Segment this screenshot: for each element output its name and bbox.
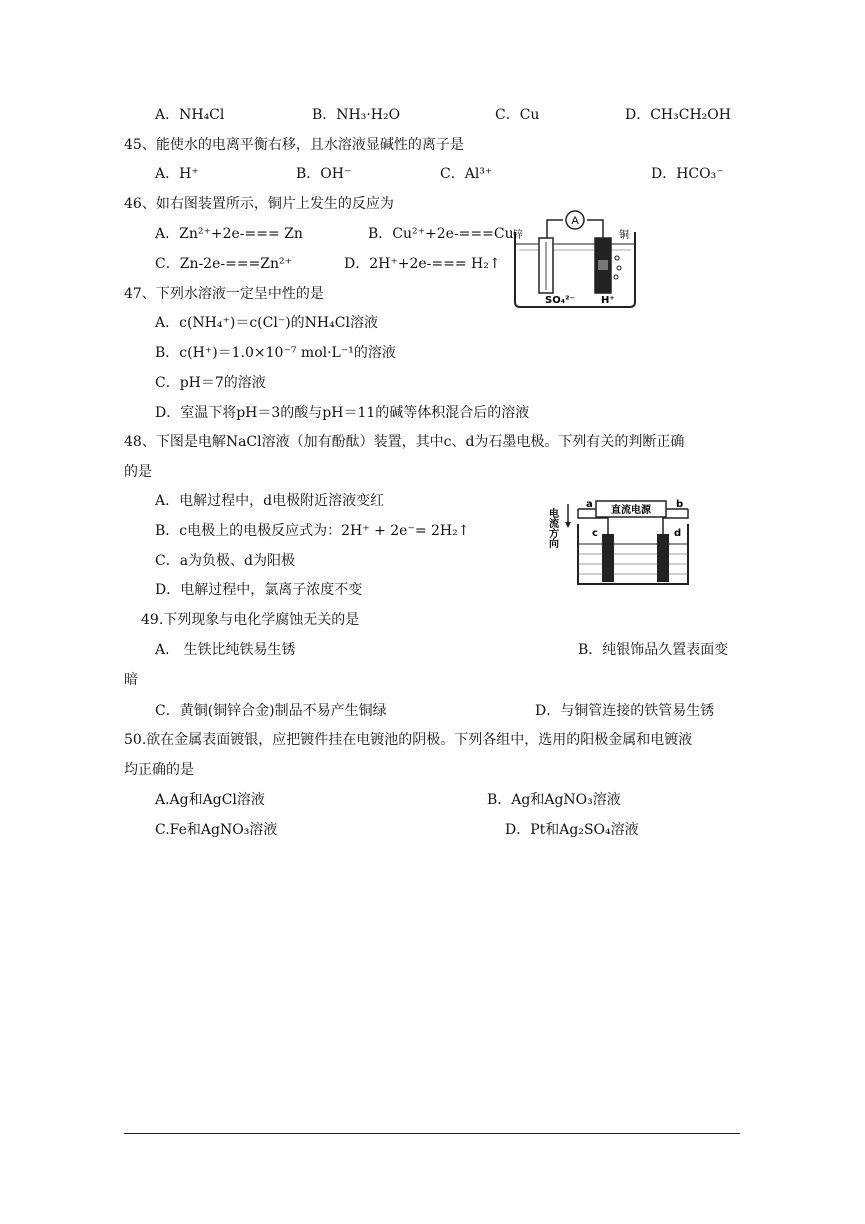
q47-option-c: C．pH＝7的溶液	[155, 375, 266, 391]
q45-option-a: A．H⁺	[155, 166, 199, 182]
q47-option-d: D．室温下将pH＝3的酸与pH＝11的碱等体积混合后的溶液	[155, 405, 530, 421]
terminal-a-label: a	[586, 499, 593, 510]
dc-power-label: 直流电源	[611, 505, 651, 516]
zinc-label: 锌	[513, 230, 523, 241]
sulfate-ion-label: SO₄²⁻	[545, 295, 575, 306]
q50-option-a: A.Ag和AgCl溶液	[155, 792, 265, 808]
q44-option-d: D．CH₃CH₂OH	[625, 107, 731, 123]
q44-option-a: A．NH₄Cl	[155, 107, 225, 123]
q44-option-b: B．NH₃·H₂O	[312, 107, 401, 123]
arrow-down-icon	[565, 522, 571, 528]
q47-option-a: A．c(NH₄⁺)＝c(Cl⁻)的NH₄Cl溶液	[155, 315, 378, 331]
q46-stem: 46、如右图装置所示，铜片上发生的反应为	[124, 196, 394, 212]
q45-option-b: B．OH⁻	[296, 166, 352, 182]
hydrogen-ion-label: H⁺	[601, 295, 615, 306]
q48-option-b: B．c电极上的电极反应式为：2H⁺ + 2e⁻= 2H₂↑	[155, 523, 470, 539]
footer-rule	[124, 1133, 740, 1134]
q48-option-a: A．电解过程中，d电极附近溶液变红	[155, 493, 385, 509]
q48-option-c: C．a为负极、d为阳极	[155, 553, 296, 569]
q49-option-c: C．黄铜(铜锌合金)制品不易产生铜绿	[155, 703, 387, 719]
electrolysis-cell-figure	[548, 496, 698, 592]
q45-option-c: C．Al³⁺	[440, 166, 493, 182]
electrode-d	[657, 534, 669, 582]
current-direction-label: 电流方向	[546, 508, 558, 548]
electrode-d-label: d	[674, 528, 682, 539]
q46-option-b: B．Cu²⁺+2e-===Cu	[368, 226, 514, 242]
galvanic-cell-figure	[505, 210, 645, 310]
q47-option-b: B．c(H⁺)＝1.0×10⁻⁷ mol·L⁻¹的溶液	[155, 345, 396, 361]
q49-stem: 49.下列现象与电化学腐蚀无关的是	[141, 612, 360, 628]
copper-label: 铜	[619, 230, 629, 241]
terminal-b-label: b	[676, 499, 684, 510]
q50-option-b: B．Ag和AgNO₃溶液	[487, 792, 621, 808]
q45-stem: 45、能使水的电离平衡右移，且水溶液显碱性的离子是	[124, 137, 464, 153]
q48-option-d: D．电解过程中，氯离子浓度不变	[155, 582, 363, 598]
electrode-c	[602, 534, 614, 582]
q48-stem-line1: 48、下图是电解NaCl溶液（加有酚酞）装置，其中c、d为石墨电极。下列有关的判断正确	[124, 434, 685, 450]
q47-stem: 47、下列水溶液一定呈中性的是	[124, 286, 324, 302]
q46-option-d: D．2H⁺+2e-=== H₂↑	[344, 256, 501, 272]
q50-stem-line1: 50.欲在金属表面镀银，应把镀件挂在电镀池的阴极。下列各组中，选用的阳极金属和电镀液	[124, 732, 693, 748]
q50-option-d: D．Pt和Ag₂SO₄溶液	[505, 822, 639, 838]
q46-option-c: C．Zn-2e-===Zn²⁺	[155, 256, 293, 272]
q49-option-b-continued: 暗	[124, 672, 138, 688]
q44-option-c: C．Cu	[495, 107, 540, 123]
q50-option-c: C.Fe和AgNO₃溶液	[155, 822, 278, 838]
q45-option-d: D．HCO₃⁻	[651, 166, 724, 182]
q49-option-b: B．纯银饰品久置表面变	[578, 642, 729, 658]
q50-stem-line2: 均正确的是	[124, 762, 194, 778]
electrode-c-label: c	[592, 528, 598, 539]
q49-option-a: A． 生铁比纯铁易生锈	[155, 642, 296, 658]
ammeter-label: A	[571, 215, 579, 227]
q49-option-d: D．与铜管连接的铁管易生锈	[535, 703, 715, 719]
q46-option-a: A．Zn²⁺+2e-=== Zn	[155, 226, 303, 242]
q48-stem-line2: 的是	[124, 464, 152, 480]
